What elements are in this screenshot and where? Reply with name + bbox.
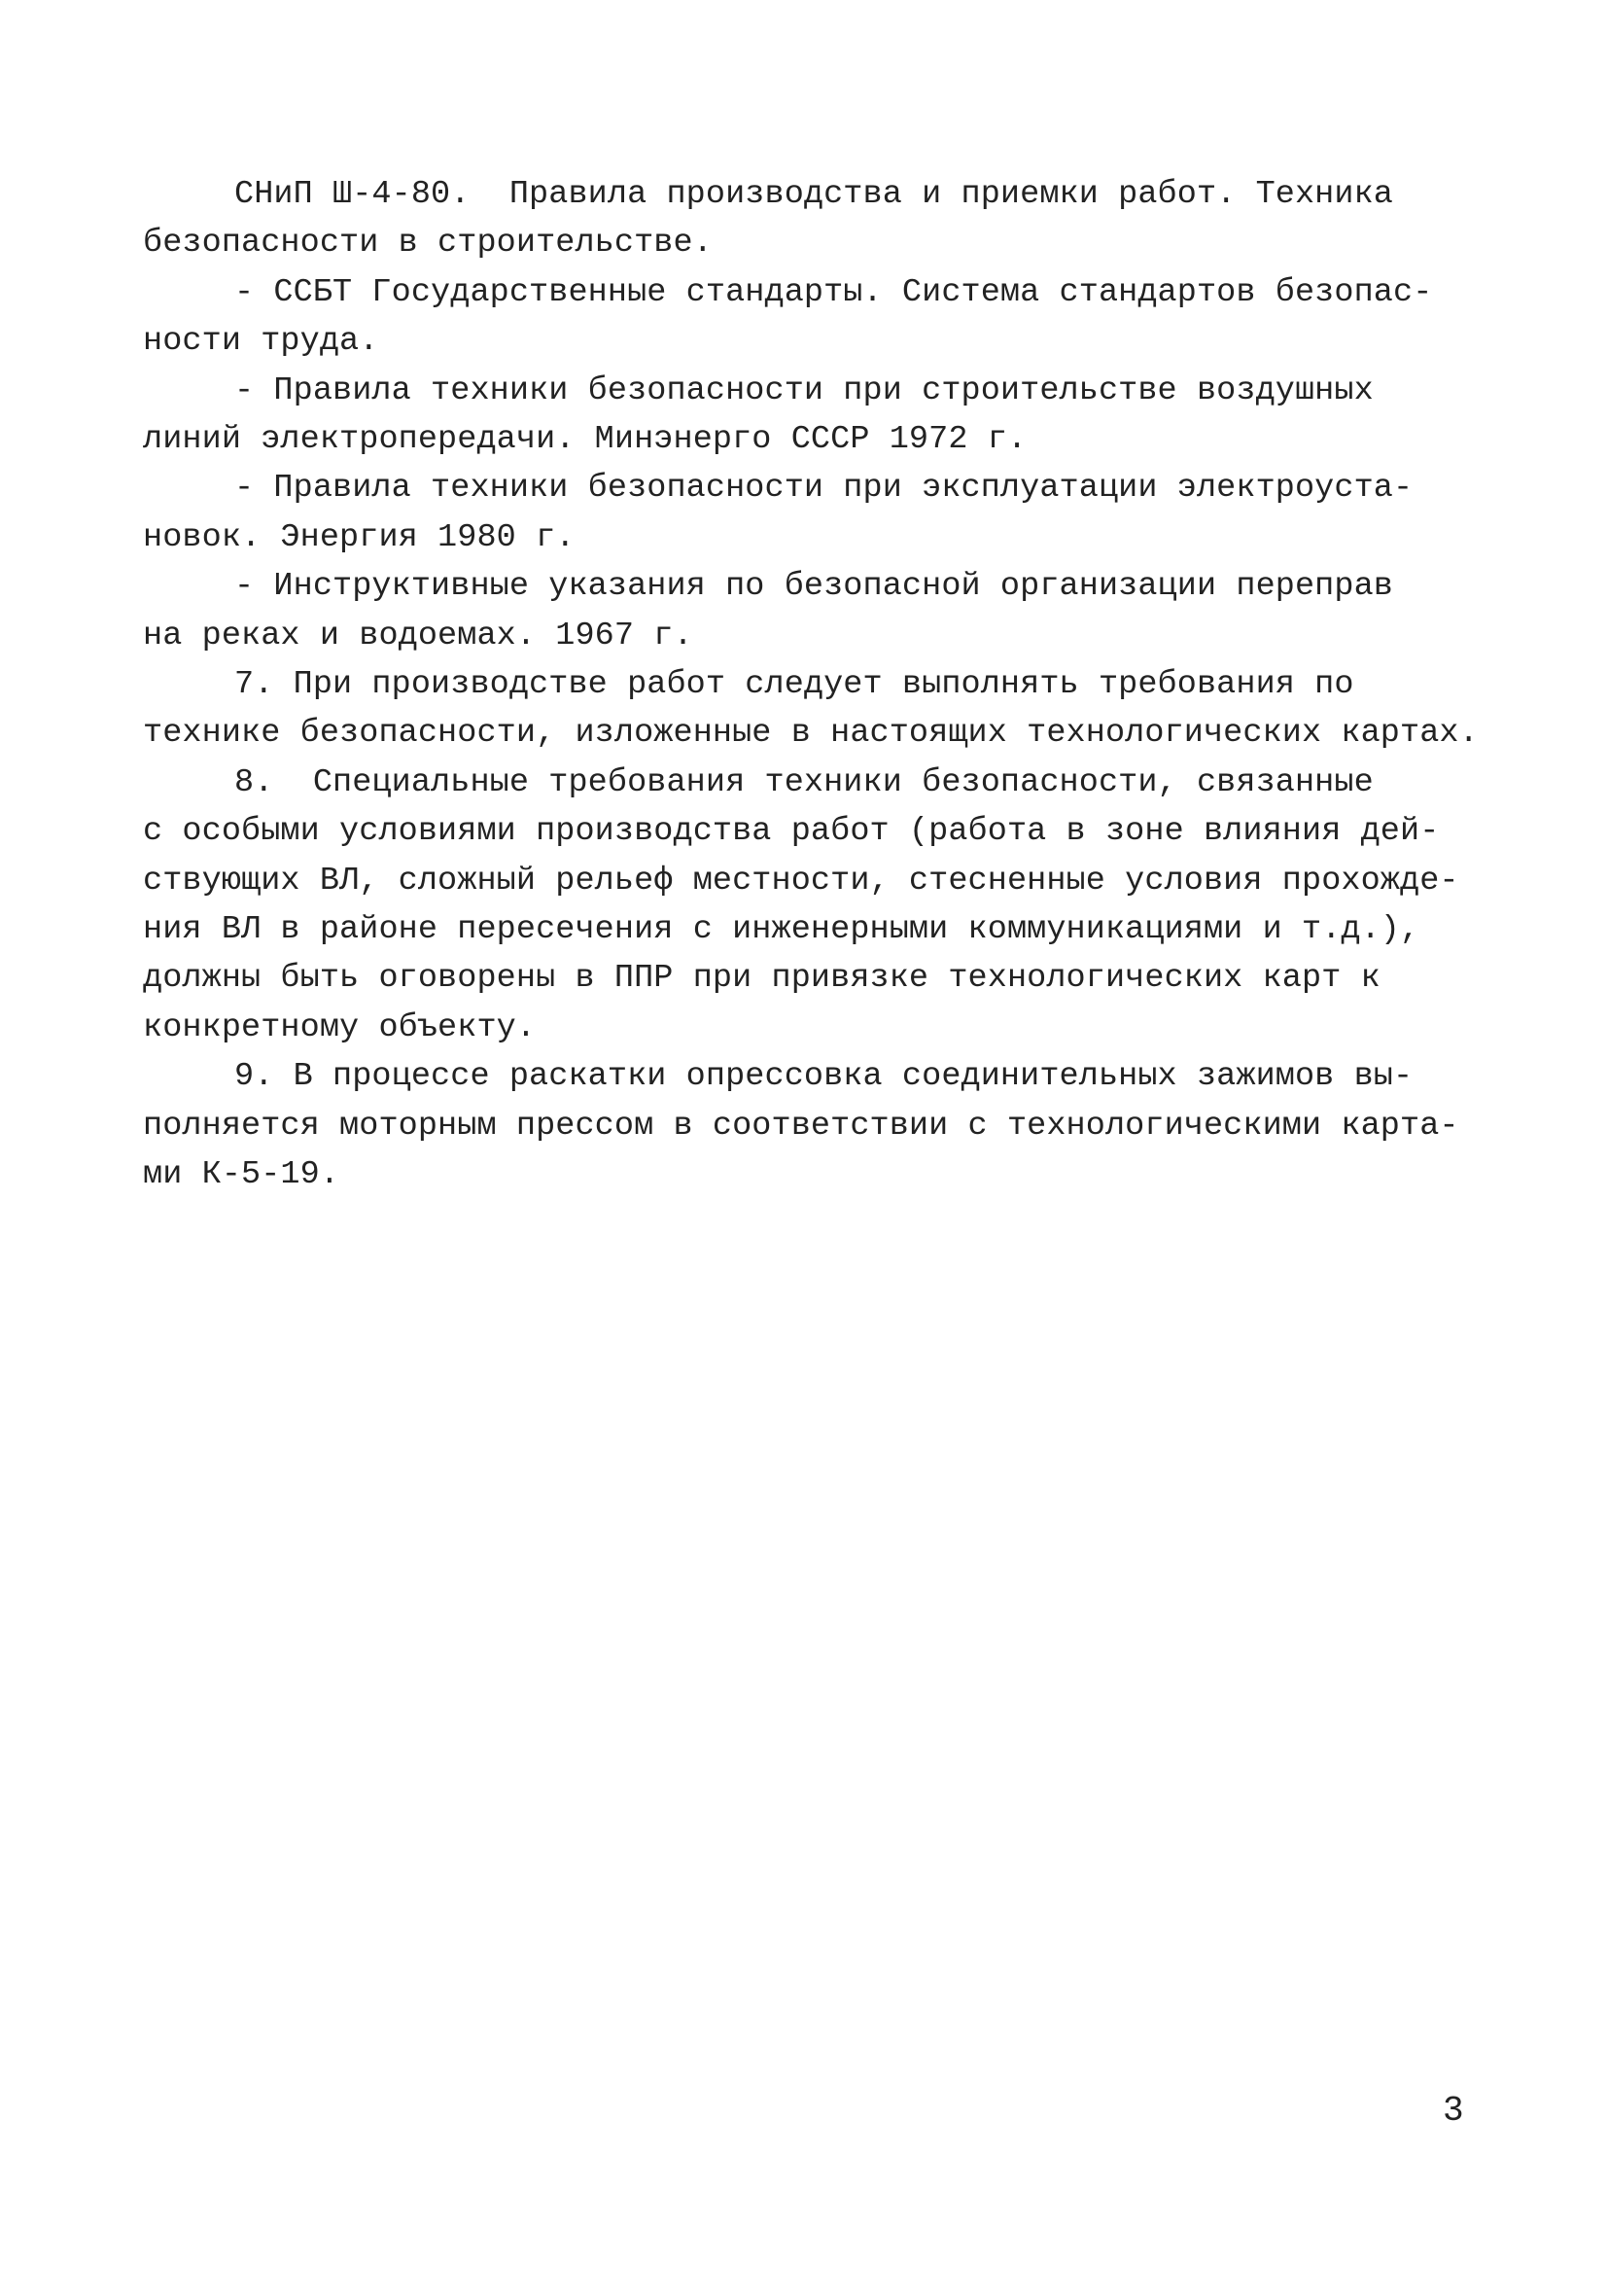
text-line: 7. При производстве работ следует выполнять требования по	[234, 666, 1354, 703]
text-line: технике безопасности, изложенные в настоящих технологических картах.	[143, 715, 1479, 753]
text-line: на реках и водоемах. 1967 г.	[143, 617, 693, 654]
text-line: - Правила техники безопасности при эксплуатации электроуста-	[234, 470, 1414, 508]
text-line: - ССБТ Государственные стандарты. Система стандартов безопас-	[234, 273, 1433, 311]
text-line: ми К-5-19.	[143, 1156, 340, 1193]
text-line: полняется моторным прессом в соответствии с технологическими карта-	[143, 1107, 1459, 1145]
text-line: ности труда.	[143, 323, 379, 361]
text-line: 8. Специальные требования техники безопасности, связанные	[234, 763, 1374, 801]
text-line: - Правила техники безопасности при строительстве воздушных	[234, 371, 1374, 409]
page-number: 3	[1443, 2091, 1464, 2131]
text-line: новок. Энергия 1980 г.	[143, 518, 576, 556]
text-line: 9. В процессе раскатки опрессовка соединительных зажимов вы-	[234, 1058, 1414, 1096]
text-line: конкретному объекту.	[143, 1008, 537, 1046]
text-line: с особыми условиями производства работ (работа в зоне влияния дей-	[143, 813, 1440, 851]
text-line: должны быть оговорены в ППР при привязке технологических карт к	[143, 960, 1381, 998]
text-line: линий электропередачи. Минэнерго СССР 1972 г.	[143, 421, 1028, 458]
text-line: ния ВЛ в районе пересечения с инженерными коммуникациями и т.д.),	[143, 911, 1420, 948]
text-line: - Инструктивные указания по безопасной организации переправ	[234, 568, 1393, 606]
text-line: ствующих ВЛ, сложный рельеф местности, стесненные условия прохожде-	[143, 862, 1459, 900]
text-line: СНиП Ш-4-80. Правила производства и приемки работ. Техника	[234, 176, 1393, 213]
text-line: безопасности в строительстве.	[143, 225, 713, 263]
